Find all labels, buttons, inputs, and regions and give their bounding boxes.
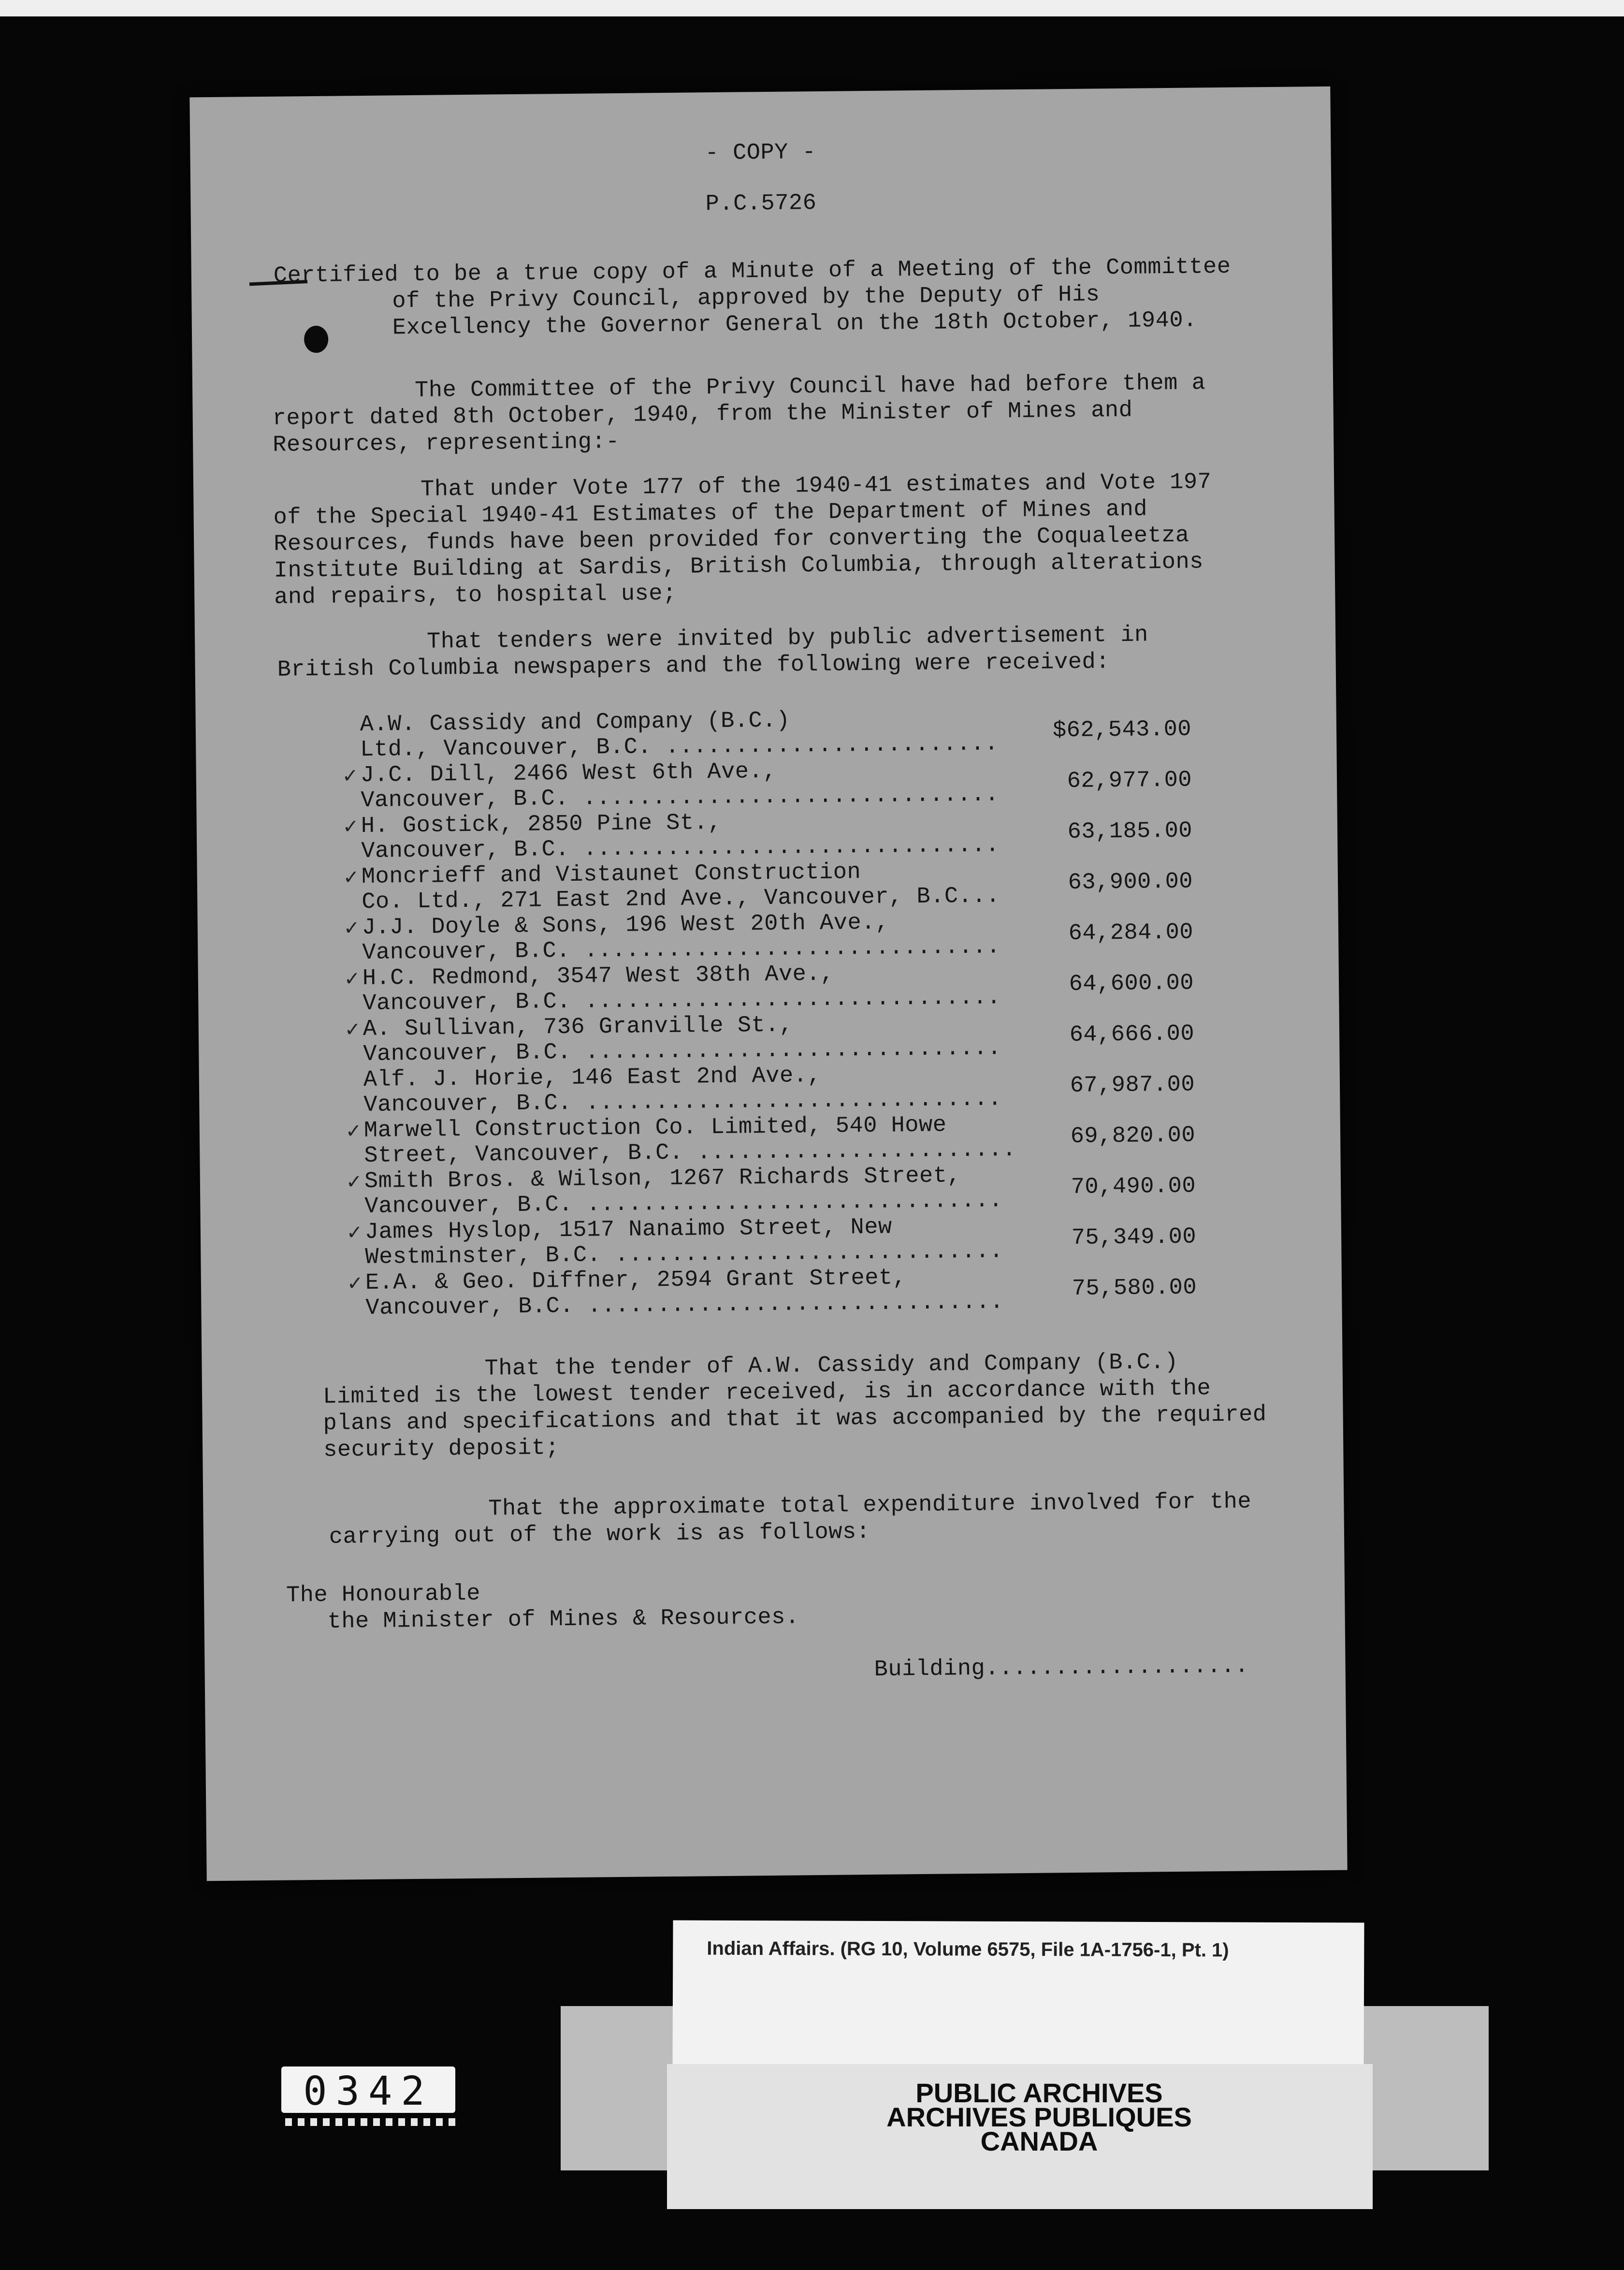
tender-address: Street, Vancouver, B.C. ....................... [364,1137,1016,1169]
tender-name: H. Gostick, 2850 Pine St., [361,810,722,840]
tender-amount: 70,490.00 [1071,1173,1196,1201]
tender-amount: 75,580.00 [1072,1275,1197,1302]
frame-number: 0342 [303,2068,434,2114]
tender-amount: 63,900.00 [1068,869,1193,896]
tender-name: E.A. & Geo. Diffner, 2594 Grant Street, [365,1265,907,1296]
tender-amount: 62,977.00 [1067,767,1192,795]
tender-address: Vancouver, B.C. .............................. [363,1035,1001,1068]
tender-name: J.C. Dill, 2466 West 6th Ave., [360,758,777,789]
tender-row [347,1263,1197,1323]
tender-address: Westminster, B.C. ............................ [365,1238,1004,1271]
tender-address: Co. Ltd., 271 East 2nd Ave., Vancouver, B.C... [362,883,1000,916]
tender-row [360,704,1192,765]
stamp-line: PUBLIC ARCHIVES [915,2078,1163,2108]
tender-name: A.W. Cassidy and Company (B.C.) [360,708,790,738]
tender-amount: 69,820.00 [1070,1122,1196,1150]
tender-name: Smith Bros. & Wilson, 1267 Richards Street, [364,1163,961,1195]
check-mark-icon: ✓ [346,1171,362,1193]
tender-row [344,958,1194,1019]
building-cost-line: Building................... [874,1653,1249,1683]
stamp-line: ARCHIVES PUBLIQUES [886,2102,1192,2132]
tender-name: H.C. Redmond, 3547 West 38th Ave., [362,961,835,992]
tender-address: Vancouver, B.C. .............................. [365,1289,1004,1322]
tender-amount: 63,185.00 [1067,818,1193,845]
tender-amount: 67,987.00 [1070,1072,1195,1099]
paragraph-line: That the tender of A.W. Cassidy and Company (B.C.) [484,1349,1179,1382]
tender-name: Marwell Construction Co. Limited, 540 Howe [363,1112,947,1144]
check-mark-icon: ✓ [342,765,359,787]
tender-address: Vancouver, B.C. .............................. [363,1086,1002,1119]
paragraph-line: and repairs, to hospital use; [274,581,677,611]
tender-name: J.J. Doyle & Sons, 196 West 20th Ave., [362,910,889,941]
archives-stamp [826,2078,1252,2156]
paragraph-line: Institute Building at Sardis, British Columbia, through alterations [274,549,1204,584]
check-mark-icon: ✓ [345,1120,362,1143]
tender-name: James Hyslop, 1517 Nanaimo Street, New [364,1214,892,1246]
tender-row [346,1212,1197,1272]
tender-address: Vancouver, B.C. .............................. [362,985,1001,1017]
certification-line: of the Privy Council, approved by the Deputy of His [392,282,1100,315]
check-mark-icon: ✓ [343,917,360,940]
tender-row [363,1060,1195,1120]
check-mark-icon: ✓ [347,1272,363,1295]
certification-line: Excellency the Governor General on the 18th October, 1940. [392,307,1197,341]
check-mark-icon: ✓ [346,1222,363,1244]
copy-label: - COPY - [705,139,816,167]
certification-line: Certified to be a true copy of a Minute of a Meeting of the Committee [273,254,1231,289]
tender-address: Vancouver, B.C. .............................. [362,934,1000,966]
paragraph-line: That under Vote 177 of the 1940-41 estimates and Vote 197 [420,469,1212,503]
paragraph-line: British Columbia newspapers and the following were received: [277,649,1110,683]
tender-name: Moncrieff and Vistaunet Construction [361,859,861,890]
stamp-line: CANADA [980,2126,1098,2156]
document-page [189,87,1347,1881]
film-sprockets [285,2118,459,2126]
film-edge [0,0,1624,16]
check-mark-icon: ✓ [344,968,361,990]
tender-row [343,907,1194,968]
frame-number-plate [281,2066,455,2113]
paragraph-line: of the Special 1940-41 Estimates of the Department of Mines and [273,496,1148,531]
paragraph-line: The Committee of the Privy Council have had before them a [414,370,1206,404]
paragraph-line: carrying out of the work is as follows: [329,1519,870,1550]
addressee-line: The Honourable [286,1581,481,1609]
tender-name: A. Sullivan, 736 Granville St., [362,1012,793,1043]
addressee-line: the Minister of Mines & Resources. [327,1604,799,1635]
archive-reference-card [672,1921,1364,2068]
paragraph-line: That the approximate total expenditure involved for the [488,1489,1252,1522]
tender-row [342,806,1193,866]
punch-hole [304,326,329,353]
tender-amount: 64,600.00 [1069,970,1194,998]
tender-amount: 64,666.00 [1069,1021,1195,1048]
paragraph-line: plans and specifications and that it was accompanied by the required [323,1402,1267,1437]
tender-row [344,1009,1195,1069]
tender-address: Ltd., Vancouver, B.C. ........................ [360,731,999,763]
tender-row [343,857,1193,917]
tender-address: Vancouver, B.C. .............................. [361,832,1000,865]
paragraph-line: Limited is the lowest tender received, is in accordance with the [322,1376,1211,1410]
tender-row [346,1161,1196,1222]
tender-row [342,755,1192,815]
pc-number: P.C.5726 [705,190,817,218]
tender-amount: 64,284.00 [1068,919,1194,947]
tender-name: Alf. J. Horie, 146 East 2nd Ave., [363,1062,822,1093]
paragraph-line: Resources, representing:- [273,429,620,458]
paragraph-line: report dated 8th October, 1940, from the Minister of Mines and [272,397,1133,432]
check-mark-icon: ✓ [343,866,360,889]
paragraph-line: Resources, funds have been provided for converting the Coqualeetza [273,523,1189,557]
tender-address: Vancouver, B.C. .............................. [361,782,999,814]
check-mark-icon: ✓ [342,815,359,838]
archive-reference: Indian Affairs. (RG 10, Volume 6575, File 1A-1756-1, Pt. 1) [707,1937,1229,1961]
paragraph-line: security deposit; [323,1435,560,1463]
tender-amount: 75,349.00 [1071,1224,1197,1251]
tender-amount: $62,543.00 [1052,716,1192,744]
tender-row [345,1110,1196,1171]
paragraph-line: That tenders were invited by public advertisement in [426,622,1149,655]
check-mark-icon: ✓ [344,1019,361,1041]
tender-address: Vancouver, B.C. .............................. [364,1188,1003,1220]
